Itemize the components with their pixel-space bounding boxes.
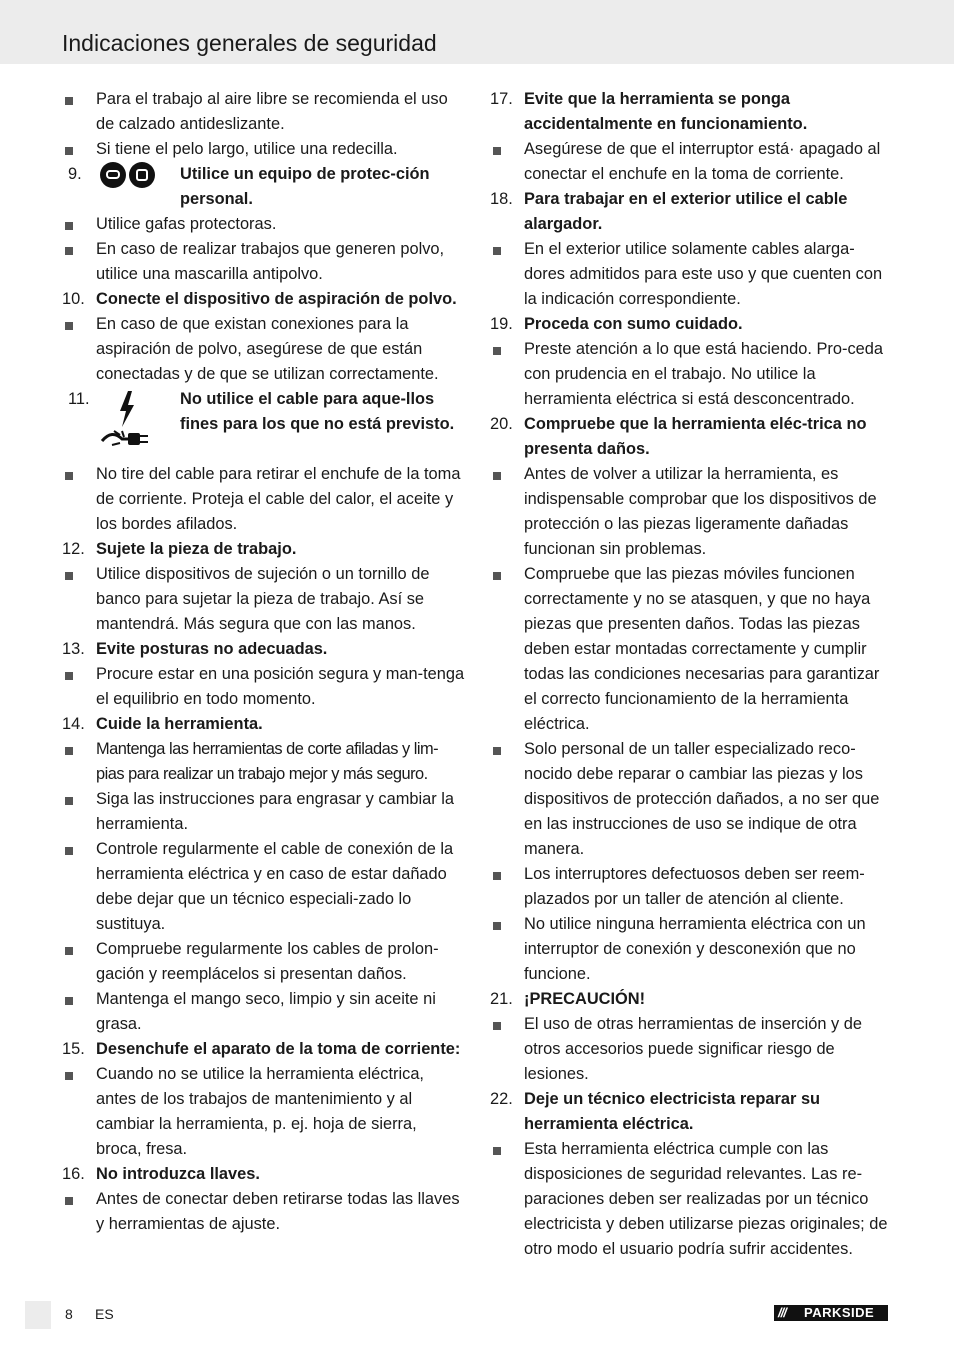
bullet-item: Asegúrese de que el interruptor está· apagado al conectar el enchufe en la toma de corriente. bbox=[490, 137, 892, 187]
section-title: Evite que la herramienta se ponga accidentalmente en funcionamiento. bbox=[524, 90, 808, 133]
bullet-item: Mantenga las herramientas de corte afiladas y lim-pias para realizar un trabajo mejor y más seguro. bbox=[62, 737, 466, 787]
section-18-heading bbox=[490, 187, 892, 237]
section-title: Evite posturas no adecuadas. bbox=[96, 640, 328, 658]
bullet-item: Esta herramienta eléctrica cumple con las disposiciones de seguridad relevantes. Las re-paraciones deben ser realizadas por un técnico electricista y deben utilizarse piezas originales; de otro modo el usuario podría sufrir accidentes. bbox=[490, 1137, 892, 1262]
section-20-heading bbox=[490, 412, 892, 462]
section-22-heading bbox=[490, 1087, 892, 1137]
section-title: Conecte el dispositivo de aspiración de polvo. bbox=[96, 290, 457, 308]
section-number: 22. bbox=[490, 1090, 513, 1108]
left-column bbox=[62, 87, 466, 1237]
section-number: 9. bbox=[68, 165, 82, 183]
section-number: 15. bbox=[62, 1040, 85, 1058]
section-21-heading bbox=[490, 987, 892, 1012]
bullet-item: Para el trabajo al aire libre se recomienda el uso de calzado antideslizante. bbox=[62, 87, 466, 137]
section-title: Sujete la pieza de trabajo. bbox=[96, 540, 297, 558]
bullet-item: Controle regularmente el cable de conexión de la herramienta eléctrica y en caso de estar dañado debe dejar que un técnico especiali-zado lo sustituya. bbox=[62, 837, 466, 937]
section-number: 12. bbox=[62, 540, 85, 558]
section-number: 19. bbox=[490, 315, 513, 333]
section-title: Utilice un equipo de protec-ción personal. bbox=[180, 165, 430, 208]
footer-tab bbox=[25, 1301, 51, 1329]
bullet-item: Antes de volver a utilizar la herramienta, es indispensable comprobar que los dispositivos de protección o las piezas ligeramente dañadas funcionan sin problemas. bbox=[490, 462, 892, 562]
section-number: 20. bbox=[490, 415, 513, 433]
section-15-heading bbox=[62, 1037, 466, 1062]
bullet-item: Procure estar en una posición segura y man-tenga el equilibrio en todo momento. bbox=[62, 662, 466, 712]
section-11-heading bbox=[62, 387, 466, 462]
section-12-heading bbox=[62, 537, 466, 562]
section-title: Cuide la herramienta. bbox=[96, 715, 263, 733]
section-number: 17. bbox=[490, 90, 513, 108]
bullet-item: Los interruptores defectuosos deben ser reem-plazados por un taller de atención al cliente. bbox=[490, 862, 892, 912]
bullet-item: Compruebe que las piezas móviles funcionen correctamente y no se atasquen, y que no haya piezas que presenten daños. Todas las piezas deben estar montadas correctamente y cumplir todas las condiciones necesarias para garantizar el correcto funcionamiento de la herramienta eléctrica. bbox=[490, 562, 892, 737]
bullet-item: Si tiene el pelo largo, utilice una redecilla. bbox=[62, 137, 466, 162]
section-title: Deje un técnico electricista reparar su herramienta eléctrica. bbox=[524, 1090, 821, 1133]
bullet-item: Preste atención a lo que está haciendo. Pro-ceda con prudencia en el trabajo. No utilice la herramienta eléctrica si está desconcentrado. bbox=[490, 337, 892, 412]
section-title: No introduzca llaves. bbox=[96, 1165, 260, 1183]
goggles-icon bbox=[100, 162, 126, 188]
section-17-heading bbox=[490, 87, 892, 137]
section-16-heading bbox=[62, 1162, 466, 1187]
dust-mask-icon bbox=[129, 162, 155, 188]
bullet-item: Antes de conectar deben retirarse todas las llaves y herramientas de ajuste. bbox=[62, 1187, 466, 1237]
language-code: ES bbox=[95, 1306, 114, 1322]
section-number: 18. bbox=[490, 190, 513, 208]
section-title: No utilice el cable para aque-llos fines para los que no está previsto. bbox=[180, 390, 455, 433]
section-number: 21. bbox=[490, 990, 513, 1008]
page-title: Indicaciones generales de seguridad bbox=[62, 30, 437, 56]
section-title: Para trabajar en el exterior utilice el cable alargador. bbox=[524, 190, 848, 233]
bullet-item: Compruebe regularmente los cables de prolon-gación y reemplácelos si presentan daños. bbox=[62, 937, 466, 987]
bullet-item: Siga las instrucciones para engrasar y cambiar la herramienta. bbox=[62, 787, 466, 837]
section-title: Desenchufe el aparato de la toma de corriente: bbox=[96, 1040, 461, 1058]
bullet-item: Solo personal de un taller especializado reco-nocido debe reparar o cambiar las piezas y los dispositivos de protección dañados, a no ser que en las instrucciones de uso se indique de otra manera. bbox=[490, 737, 892, 862]
section-title: Proceda con sumo cuidado. bbox=[524, 315, 743, 333]
logo-text: PARKSIDE bbox=[804, 1305, 875, 1320]
page-number: 8 bbox=[65, 1306, 73, 1322]
bullet-item: Cuando no se utilice la herramienta eléctrica, antes de los trabajos de mantenimiento y al cambiar la herramienta, p. ej. hoja de sierra, broca, fresa. bbox=[62, 1062, 466, 1162]
logo-slashes: /// bbox=[778, 1305, 786, 1320]
bullet-item: El uso de otras herramientas de inserción y de otros accesorios puede significar riesgo de lesiones. bbox=[490, 1012, 892, 1087]
cable-warning-icon bbox=[98, 389, 154, 455]
bullet-item: No tire del cable para retirar el enchufe de la toma de corriente. Proteja el cable del calor, el aceite y los bordes afilados. bbox=[62, 462, 466, 537]
bullet-item: No utilice ninguna herramienta eléctrica con un interruptor de conexión y desconexión que no funcione. bbox=[490, 912, 892, 987]
section-title: Compruebe que la herramienta eléc-trica no presenta daños. bbox=[524, 415, 867, 458]
section-number: 16. bbox=[62, 1165, 85, 1183]
bullet-item: Utilice gafas protectoras. bbox=[62, 212, 466, 237]
parkside-logo bbox=[774, 1305, 888, 1321]
right-column bbox=[490, 87, 892, 1262]
protection-icons bbox=[100, 162, 155, 188]
section-number: 14. bbox=[62, 715, 85, 733]
bullet-item: En el exterior utilice solamente cables alarga-dores admitidos para este uso y que cuenten con la indicación correspondiente. bbox=[490, 237, 892, 312]
section-13-heading bbox=[62, 637, 466, 662]
bullet-item: Mantenga el mango seco, limpio y sin aceite ni grasa. bbox=[62, 987, 466, 1037]
bullet-item: En caso de que existan conexiones para la aspiración de polvo, asegúrese de que están conectadas y de que se utilizan correctamente. bbox=[62, 312, 466, 387]
section-title: ¡PRECAUCIÓN! bbox=[524, 990, 646, 1008]
section-14-heading bbox=[62, 712, 466, 737]
section-10-heading bbox=[62, 287, 466, 312]
bullet-item: Utilice dispositivos de sujeción o un tornillo de banco para sujetar la pieza de trabajo. Así se mantendrá. Más segura que con las manos. bbox=[62, 562, 466, 637]
section-number: 13. bbox=[62, 640, 85, 658]
section-19-heading bbox=[490, 312, 892, 337]
bullet-item: En caso de realizar trabajos que generen polvo, utilice una mascarilla antipolvo. bbox=[62, 237, 466, 287]
page-header bbox=[0, 0, 954, 64]
section-number: 11. bbox=[68, 390, 90, 408]
section-number: 10. bbox=[62, 290, 85, 308]
section-9-heading bbox=[62, 162, 466, 212]
